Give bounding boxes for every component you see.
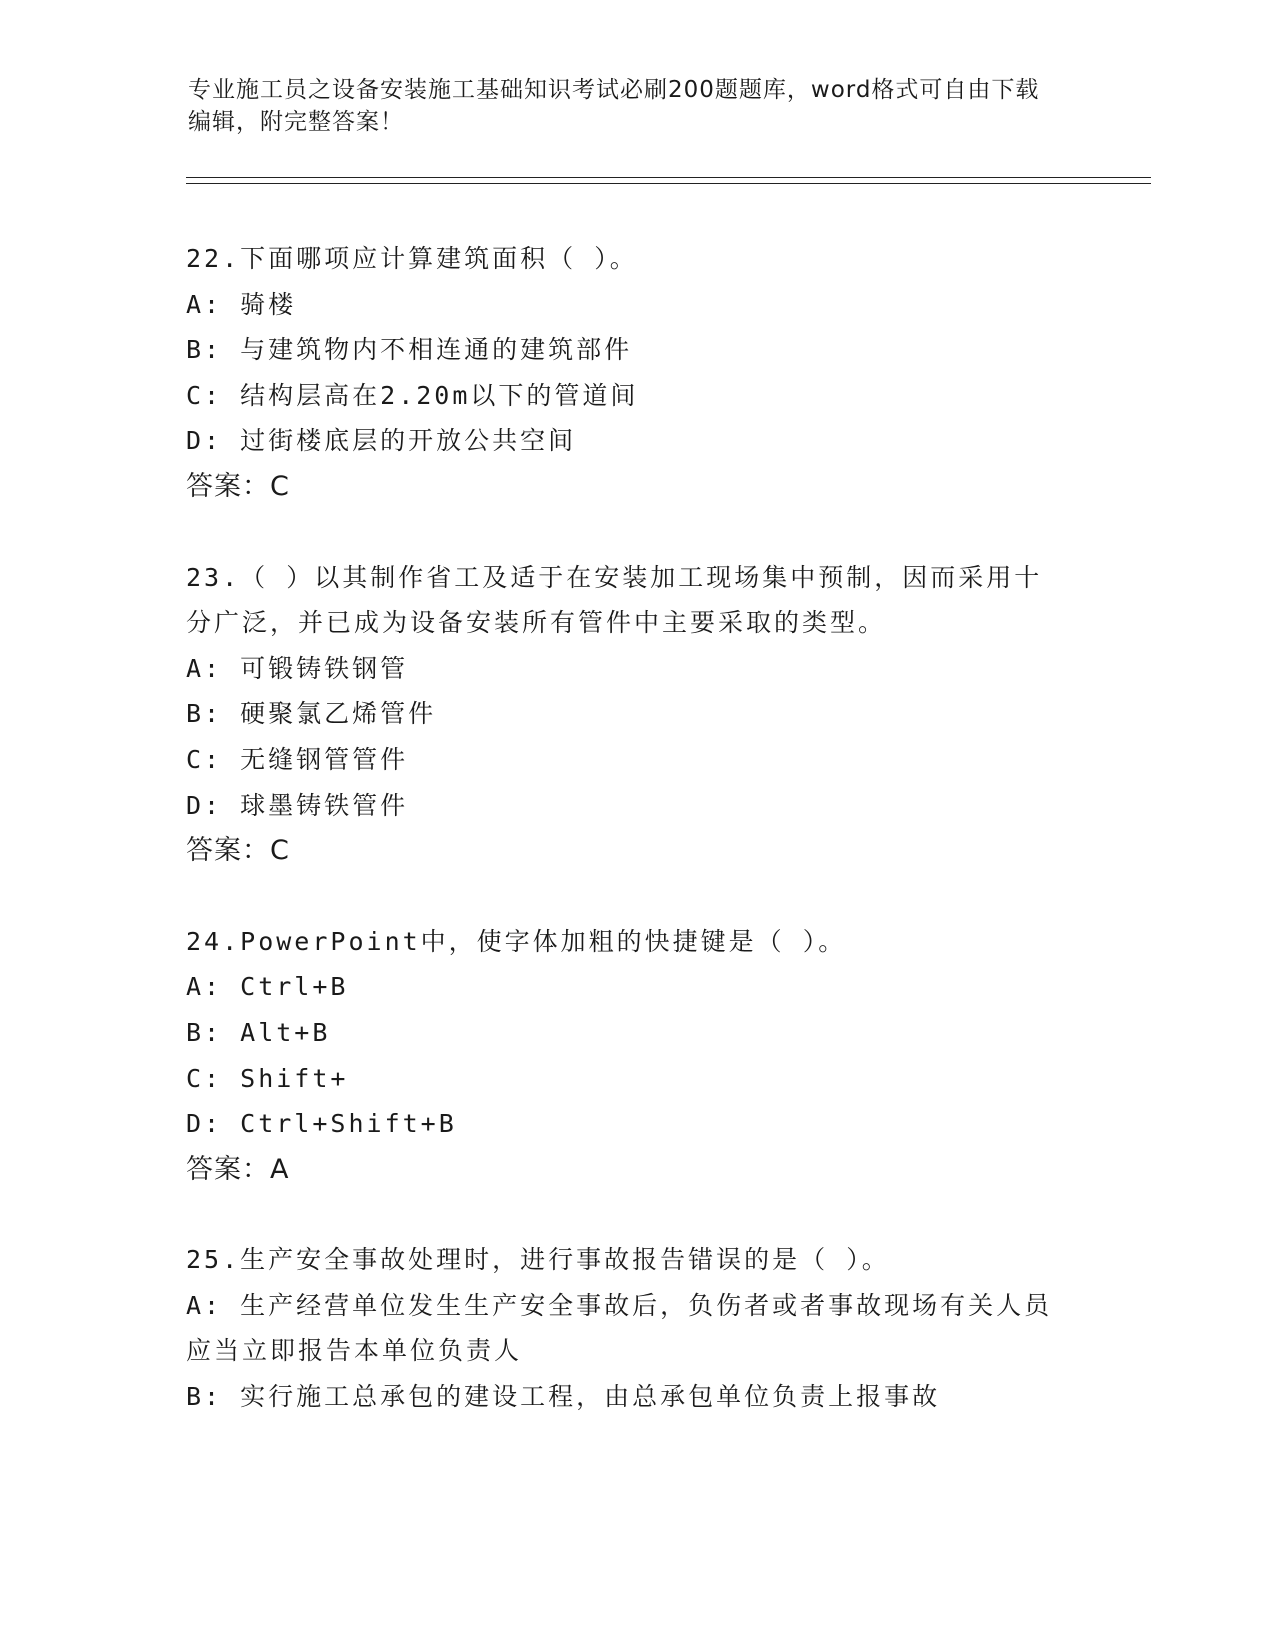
header-line-1: 专业施工员之设备安装施工基础知识考试必刷200题题库，word格式可自由下载 [188,77,1040,103]
option-a-continued: 应当立即报告本单位负责人 [186,1336,523,1366]
header-rule-bottom [186,183,1151,184]
answer-line [186,1147,1086,1193]
header-line-2: 编辑，附完整答案！ [188,109,404,135]
option-d: D: 球墨铸铁管件 [186,790,409,820]
option-b: B: Alt+B [186,1017,331,1047]
answer-value: A [270,1153,290,1185]
option-b: B: 硬聚氯乙烯管件 [186,699,437,729]
answer-line [186,464,1086,510]
answer-value: C [270,470,290,502]
question-stem: 22.下面哪项应计算建筑面积（ ）。 [186,244,638,273]
option-a: A: 生产经营单位发生生产安全事故后，负伤者或者事故现场有关人员 [186,1290,1053,1320]
answer-line [186,828,1086,874]
header-rule-top [186,177,1151,178]
option-d: D: Ctrl+Shift+B [186,1109,457,1139]
question-23 [186,555,1086,874]
question-22 [186,236,1086,510]
option-a: A: 骑楼 [186,289,297,319]
question-stem: 25.生产安全事故处理时，进行事故报告错误的是（ ）。 [186,1245,890,1275]
question-stem-continued: 分广泛，并已成为设备安装所有管件中主要采取的类型。 [186,608,887,638]
question-list [186,236,1086,1465]
answer-label: 答案： [186,470,270,502]
option-a: A: Ctrl+B [186,972,349,1002]
answer-label: 答案： [186,835,270,867]
question-stem: 23.（ ）以其制作省工及适于在安装加工现场集中预制，因而采用十 [186,562,1043,592]
answer-value: C [270,835,290,867]
question-stem: 24.PowerPoint中，使字体加粗的快捷键是（ ）。 [186,926,847,956]
option-d: D: 过街楼底层的开放公共空间 [186,426,577,456]
option-c: C: 结构层高在2.20m以下的管道间 [186,380,639,410]
option-b: B: 实行施工总承包的建设工程，由总承包单位负责上报事故 [186,1382,941,1412]
option-c: C: 无缝钢管管件 [186,744,409,774]
answer-label: 答案： [186,1153,270,1185]
question-24 [186,919,1086,1193]
question-25 [186,1237,1086,1419]
option-b: B: 与建筑物内不相连通的建筑部件 [186,335,633,365]
document-header [188,74,1088,138]
option-a: A: 可锻铸铁钢管 [186,653,409,683]
option-c: C: Shift+ [186,1063,349,1093]
